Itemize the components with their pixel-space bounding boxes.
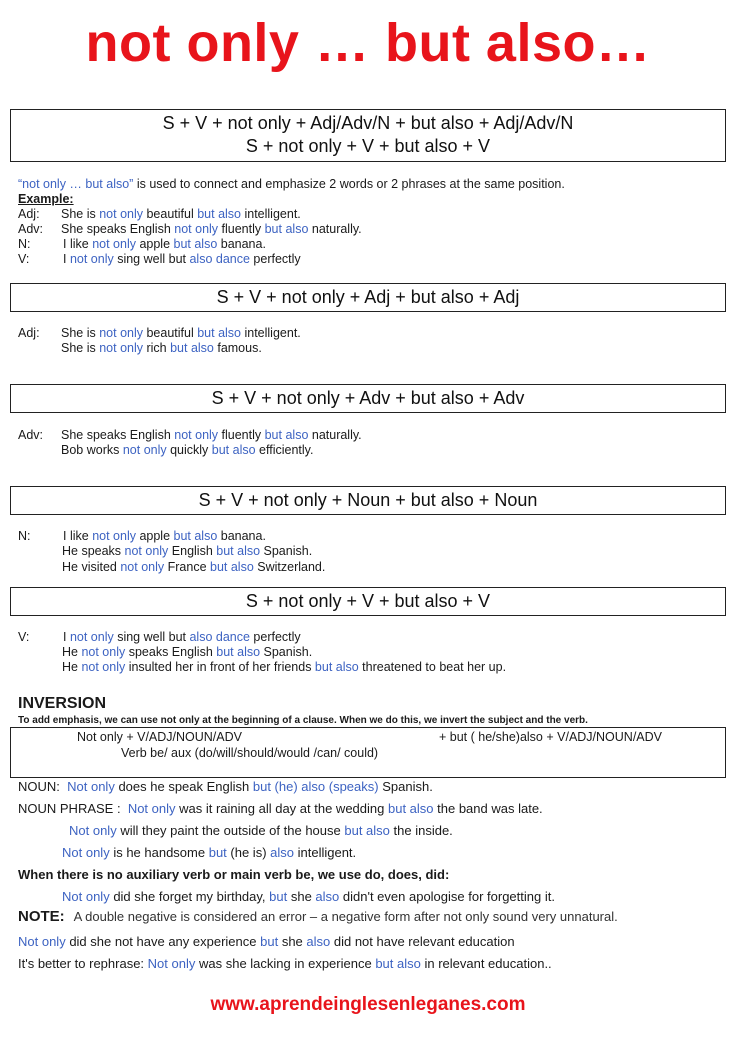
- highlight: but also: [211, 443, 256, 457]
- text: I: [63, 630, 70, 644]
- formula-box-verb: [10, 587, 726, 616]
- text: rich: [143, 341, 171, 355]
- example-row: [62, 544, 312, 558]
- text: English: [168, 544, 217, 558]
- text: beautiful: [143, 326, 198, 340]
- highlight: but also: [344, 823, 390, 838]
- text: famous.: [213, 341, 262, 355]
- highlight: not only: [174, 222, 219, 236]
- example-label: Example:: [18, 192, 74, 206]
- text: She is: [61, 326, 100, 340]
- formula-box-noun: [10, 486, 726, 515]
- inversion-noun-row: [18, 779, 433, 794]
- text: insulted her in front of her friends: [125, 660, 315, 674]
- formula-line: S + V + not only + Adj/Adv/N + but also + Adj/Adv/N: [162, 113, 574, 133]
- highlight: Not only: [67, 779, 115, 794]
- example-label: Adv:: [18, 428, 44, 442]
- text: intelligent.: [241, 207, 301, 221]
- inversion-row: [62, 845, 356, 860]
- note-row: [18, 908, 618, 926]
- formula-line: S + V + not only + Adv + but also + Adv: [211, 388, 525, 408]
- intro-quote: “not only … but also”: [18, 177, 134, 191]
- text: threatened to beat her up.: [358, 660, 507, 674]
- highlight: also dance: [189, 252, 250, 266]
- text: she: [278, 934, 307, 949]
- highlight: not only: [122, 443, 167, 457]
- text: did she forget my birthday,: [109, 889, 270, 904]
- page-title: not only … but also…: [85, 13, 651, 73]
- text: in relevant education..: [420, 956, 552, 971]
- highlight: but (he) also (speaks): [252, 779, 379, 794]
- example-label: V:: [18, 630, 30, 644]
- text: Spanish.: [260, 544, 313, 558]
- text: He: [62, 660, 82, 674]
- inversion-formula-left: Not only + V/ADJ/NOUN/ADV: [77, 730, 242, 744]
- highlight: not only: [99, 326, 143, 340]
- formula-box-general: [10, 109, 726, 162]
- highlight: not only: [81, 660, 126, 674]
- example-row: [18, 630, 301, 644]
- text: perfectly: [249, 630, 301, 644]
- highlight: but also: [264, 428, 309, 442]
- text: the band was late.: [433, 801, 543, 816]
- text: intelligent.: [241, 326, 301, 340]
- inversion-row: [69, 823, 453, 838]
- text: (he is): [226, 845, 271, 860]
- highlight: not only: [120, 560, 165, 574]
- formula-box-adv: [10, 384, 726, 413]
- highlight: but: [260, 934, 279, 949]
- highlight: not only: [69, 252, 114, 266]
- highlight: Not only: [62, 845, 110, 860]
- text: she: [287, 889, 316, 904]
- highlight: but also: [173, 529, 218, 543]
- text: quickly: [166, 443, 212, 457]
- highlight: not only: [174, 428, 219, 442]
- example-row: [61, 443, 313, 457]
- footer-url: www.aprendeinglesenleganes.com: [210, 994, 526, 1015]
- text: It's better to rephrase:: [18, 956, 148, 971]
- highlight: also: [270, 845, 294, 860]
- label: NOUN PHRASE :: [18, 801, 121, 816]
- highlight: Not only: [127, 801, 176, 816]
- highlight: but: [269, 889, 288, 904]
- text: fluently: [218, 222, 265, 236]
- text: I: [63, 252, 70, 266]
- inversion-row: [62, 889, 555, 904]
- text: She is: [61, 207, 100, 221]
- highlight: Not only: [147, 956, 196, 971]
- text: didn't even apologise for forgetting it.: [339, 889, 555, 904]
- example-row: [62, 660, 506, 674]
- highlight: but also: [264, 222, 309, 236]
- highlight: but also: [170, 341, 214, 355]
- text: fluently: [218, 428, 265, 442]
- example-row: [18, 207, 301, 221]
- highlight: but also: [375, 956, 421, 971]
- text: I like: [63, 529, 93, 543]
- text: is he handsome: [109, 845, 209, 860]
- text: She speaks English: [61, 428, 175, 442]
- highlight: not only: [92, 529, 136, 543]
- example-row: [18, 222, 362, 236]
- text: He speaks: [62, 544, 125, 558]
- highlight: Not only: [62, 889, 110, 904]
- text: France: [164, 560, 210, 574]
- example-row: [18, 237, 266, 251]
- text: Spanish.: [378, 779, 433, 794]
- formula-line: S + not only + V + but also + V: [245, 591, 491, 611]
- example-row: [18, 252, 301, 266]
- text: sing well but: [113, 630, 190, 644]
- text: efficiently.: [255, 443, 314, 457]
- highlight: but also: [387, 801, 434, 816]
- note-text: A double negative is considered an error – a negative form after not only sound very unnatural.: [73, 909, 618, 924]
- text: Spanish.: [260, 645, 313, 659]
- example-label: Adj:: [18, 326, 40, 340]
- example-row: [18, 529, 266, 543]
- text: I like: [63, 237, 93, 251]
- highlight: not only: [92, 237, 136, 251]
- formula-line: S + V + not only + Adj + but also + Adj: [216, 287, 520, 307]
- inversion-formula-box: [10, 727, 726, 778]
- example-label: Adj:: [18, 207, 40, 221]
- text: apple: [135, 237, 174, 251]
- highlight: but also: [197, 326, 241, 340]
- text: She speaks English: [61, 222, 175, 236]
- highlight: but also: [216, 544, 261, 558]
- highlight: but also: [197, 207, 241, 221]
- label: NOUN:: [18, 779, 60, 794]
- text: sing well but: [113, 252, 190, 266]
- example-row: [62, 560, 325, 574]
- highlight: but also: [173, 237, 218, 251]
- example-row: [61, 341, 262, 355]
- inversion-subtitle: To add emphasis, we can use not only at the beginning of a clause. When we do this, we invert the subject and the verb.: [18, 715, 588, 726]
- text: Switzerland.: [253, 560, 326, 574]
- example-label: N:: [18, 529, 31, 543]
- highlight: also: [306, 934, 331, 949]
- highlight: but also: [314, 660, 359, 674]
- text: was it raining all day at the wedding: [175, 801, 388, 816]
- inversion-formula-right: + but ( he/she)also + V/ADJ/NOUN/ADV: [439, 730, 663, 744]
- highlight: Not only: [69, 823, 117, 838]
- text: banana.: [217, 237, 266, 251]
- example-label: V:: [18, 252, 30, 266]
- formula-box-adj: [10, 283, 726, 312]
- intro-text: [18, 177, 565, 191]
- example-label: N:: [18, 237, 31, 251]
- inversion-noun-phrase-row: [18, 801, 543, 816]
- text: naturally.: [308, 222, 362, 236]
- highlight: Not only: [18, 934, 66, 949]
- text: He visited: [62, 560, 121, 574]
- text: banana.: [217, 529, 266, 543]
- highlight: not only: [81, 645, 126, 659]
- text: apple: [135, 529, 174, 543]
- text: will they paint the outside of the house: [116, 823, 345, 838]
- text: was she lacking in experience: [195, 956, 376, 971]
- text: perfectly: [249, 252, 301, 266]
- highlight: also: [315, 889, 340, 904]
- text: does he speak English: [114, 779, 253, 794]
- highlight: but also: [210, 560, 254, 574]
- text: He: [62, 645, 82, 659]
- text: speaks English: [125, 645, 217, 659]
- example-label: Adv:: [18, 222, 44, 236]
- highlight: not only: [69, 630, 114, 644]
- formula-line: S + V + not only + Noun + but also + Noun: [198, 490, 538, 510]
- inversion-formula-line2: Verb be/ aux (do/will/should/would /can/ could): [121, 746, 379, 760]
- text: beautiful: [143, 207, 198, 221]
- text: did she not have any experience: [65, 934, 261, 949]
- text: the inside.: [389, 823, 453, 838]
- text: naturally.: [308, 428, 362, 442]
- highlight: also dance: [189, 630, 250, 644]
- intro-rest: is used to connect and emphasize 2 words or 2 phrases at the same position.: [133, 177, 565, 191]
- highlight: but also: [216, 645, 261, 659]
- text: did not have relevant education: [330, 934, 515, 949]
- note-example-row: [18, 934, 515, 949]
- formula-line: S + not only + V + but also + V: [245, 136, 491, 156]
- note-rephrase-row: [18, 956, 552, 971]
- note-label: NOTE:: [18, 908, 65, 925]
- highlight: not only: [99, 207, 143, 221]
- text: She is: [61, 341, 100, 355]
- highlight: not only: [124, 544, 169, 558]
- highlight: not only: [99, 341, 143, 355]
- auxiliary-note: When there is no auxiliary verb or main verb be, we use do, does, did:: [18, 867, 450, 882]
- inversion-heading: INVERSION: [18, 695, 107, 712]
- highlight: but: [208, 845, 227, 860]
- example-row: [18, 428, 362, 442]
- example-row: [62, 645, 312, 659]
- text: intelligent.: [294, 845, 357, 860]
- text: Bob works: [61, 443, 123, 457]
- example-row: [18, 326, 301, 340]
